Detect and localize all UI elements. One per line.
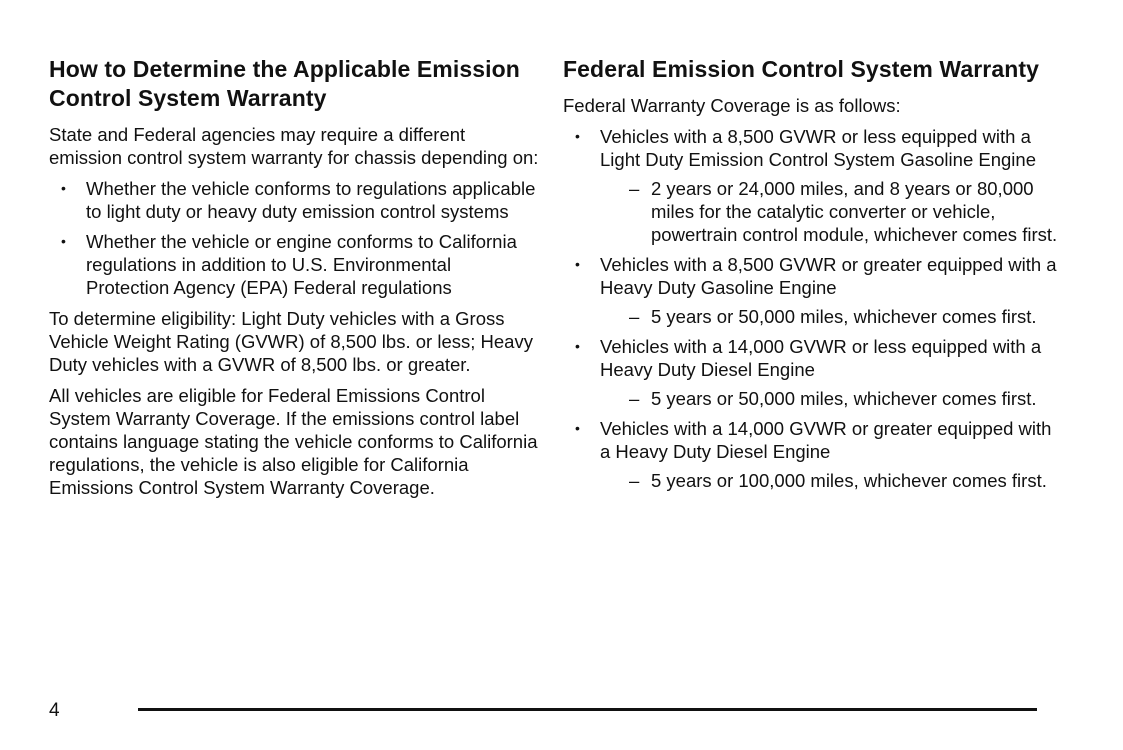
coverage-term-text: 5 years or 50,000 miles, whichever comes first.	[651, 388, 1037, 409]
bullet-icon: •	[61, 180, 66, 196]
left-bullet-item	[49, 230, 539, 299]
coverage-term-text: 5 years or 100,000 miles, whichever comes first.	[651, 470, 1047, 491]
dash-icon: –	[629, 178, 640, 199]
coverage-item	[563, 125, 1063, 246]
coverage-term	[600, 177, 1063, 246]
coverage-item	[563, 253, 1063, 328]
coverage-sublist	[600, 305, 1063, 328]
right-column	[563, 55, 1063, 500]
coverage-item-text: Vehicles with a 8,500 GVWR or less equipped with a Light Duty Emission Control System Gasoline Engine	[600, 126, 1036, 170]
dash-icon: –	[629, 470, 640, 491]
coverage-sublist	[600, 469, 1063, 492]
coverage-item-text: Vehicles with a 14,000 GVWR or less equipped with a Heavy Duty Diesel Engine	[600, 336, 1042, 380]
page-number: 4	[49, 700, 60, 721]
coverage-item	[563, 417, 1063, 492]
coverage-term	[600, 387, 1063, 410]
left-column	[49, 55, 539, 507]
coverage-term	[600, 469, 1063, 492]
right-heading: Federal Emission Control System Warranty	[563, 56, 1040, 82]
all-vehicles-paragraph: All vehicles are eligible for Federal Emissions Control System Warranty Coverage. If the emissions control label contains language stating the vehicle conforms to California regulations, the vehicle is also eligible for California Emissions Control System Warranty Coverage.	[49, 385, 538, 498]
coverage-item	[563, 335, 1063, 410]
bullet-icon: •	[575, 338, 580, 354]
left-bullet-list	[49, 177, 539, 299]
coverage-term-text: 5 years or 50,000 miles, whichever comes first.	[651, 306, 1037, 327]
bullet-icon: •	[61, 233, 66, 249]
coverage-term	[600, 305, 1063, 328]
dash-icon: –	[629, 388, 640, 409]
coverage-item-text: Vehicles with a 14,000 GVWR or greater equipped with a Heavy Duty Diesel Engine	[600, 418, 1052, 462]
right-intro-paragraph: Federal Warranty Coverage is as follows:	[563, 95, 901, 116]
left-intro-paragraph: State and Federal agencies may require a different emission control system warranty for chassis depending on:	[49, 124, 539, 168]
left-bullet-text: Whether the vehicle or engine conforms to California regulations in addition to U.S. Environmental Protection Agency (EPA) Federal regulations	[86, 231, 517, 298]
left-bullet-item	[49, 177, 539, 223]
bullet-icon: •	[575, 128, 580, 144]
coverage-list	[563, 125, 1063, 492]
coverage-sublist	[600, 387, 1063, 410]
coverage-item-text: Vehicles with a 8,500 GVWR or greater equipped with a Heavy Duty Gasoline Engine	[600, 254, 1057, 298]
dash-icon: –	[629, 306, 640, 327]
coverage-term-text: 2 years or 24,000 miles, and 8 years or 80,000 miles for the catalytic converter or vehicle, powertrain control module, whichever comes first.	[651, 178, 1058, 245]
coverage-sublist	[600, 177, 1063, 246]
bullet-icon: •	[575, 420, 580, 436]
left-bullet-text: Whether the vehicle conforms to regulations applicable to light duty or heavy duty emission control systems	[86, 178, 536, 222]
bullet-icon: •	[575, 256, 580, 272]
eligibility-paragraph: To determine eligibility: Light Duty vehicles with a Gross Vehicle Weight Rating (GVWR) of 8,500 lbs. or less; Heavy Duty vehicles with a GVWR of 8,500 lbs. or greater.	[49, 308, 533, 375]
left-heading: How to Determine the Applicable Emission Control System Warranty	[49, 56, 520, 111]
footer-rule	[138, 708, 1037, 711]
